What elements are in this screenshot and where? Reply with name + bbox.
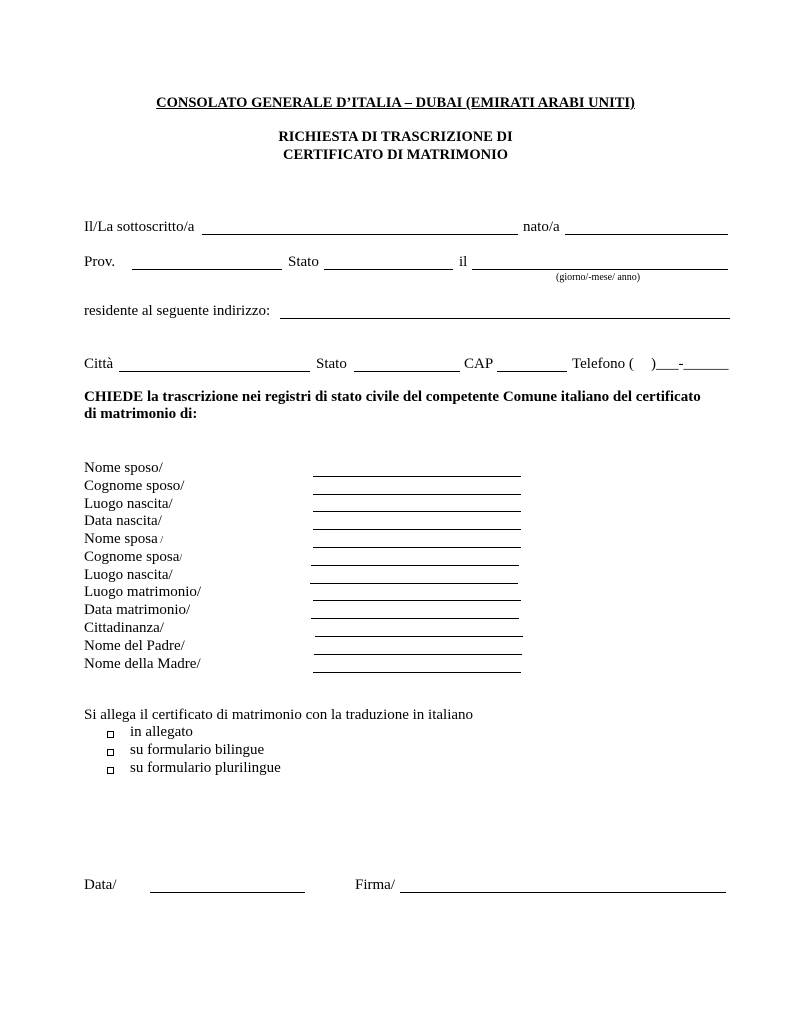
date-format-hint: (giorno/-mese/ anno) [556,272,641,283]
province-field[interactable] [132,268,282,270]
residence-state-field[interactable] [354,370,460,372]
request-text-line1 [84,389,701,406]
field-cittadinanza-input[interactable] [315,635,523,637]
phone-label: Telefono ( [572,356,634,372]
field-nome-sposa-suffix: / [157,535,164,546]
state-label: Stato [288,254,319,270]
field-luogo-nascita-sposa-input[interactable] [310,582,518,584]
field-data-matrimonio-input[interactable] [311,617,519,619]
field-luogo-nascita-sposo-label: Luogo nascita/ [84,496,173,512]
city-label: Città [84,356,114,372]
field-luogo-nascita-sposo-input[interactable] [313,510,521,512]
born-label: nato/a [523,219,560,235]
field-luogo-matrimonio-label: Luogo matrimonio/ [84,584,202,600]
birthplace-field[interactable] [565,233,728,235]
phone-field[interactable]: )___-______ [651,356,729,372]
state-field[interactable] [324,268,453,270]
field-data-nascita-sposo-input[interactable] [313,528,521,530]
residence-address-field[interactable] [280,317,730,319]
form-title-line2: CERTIFICATO DI MATRIMONIO [282,147,509,163]
chiede-keyword: CHIEDE [84,389,144,405]
checkbox-in-allegato[interactable] [107,731,114,738]
form-title-line1: RICHIESTA DI TRASCRIZIONE DI [278,129,513,145]
undersigned-label: Il/La sottoscritto/a [84,219,195,235]
field-luogo-nascita-sposa-label: Luogo nascita/ [84,567,173,583]
field-nome-sposa-label [84,531,163,548]
option-in-allegato: in allegato [130,724,193,740]
field-cognome-sposa-text: Cognome sposa [84,549,180,565]
date-label: Data/ [84,877,117,893]
field-nome-madre-input[interactable] [313,671,521,673]
field-cognome-sposa-label [84,549,182,566]
request-text-1: la trascrizione nei registri di stato civile del competente Comune italiano del certificato [143,389,701,405]
request-text-line2: di matrimonio di: [84,406,198,422]
option-plurilingue: su formulario plurilingue [130,760,281,776]
field-cognome-sposa-suffix: / [179,553,183,564]
checkbox-plurilingue[interactable] [107,767,114,774]
field-nome-padre-label: Nome del Padre/ [84,638,185,654]
city-field[interactable] [119,370,310,372]
consulate-heading: CONSOLATO GENERALE D’ITALIA – DUBAI (EMIRATI ARABI UNITI) [156,95,635,111]
attachment-intro: Si allega il certificato di matrimonio con la traduzione in italiano [84,707,474,723]
birthdate-field[interactable] [472,268,728,270]
residence-state-label: Stato [316,356,347,372]
field-nome-sposo-input[interactable] [313,475,521,477]
field-nome-madre-label: Nome della Madre/ [84,656,201,672]
cap-label: CAP [464,356,494,372]
field-data-nascita-sposo-label: Data nascita/ [84,513,162,529]
field-nome-padre-input[interactable] [314,653,522,655]
field-nome-sposa-input[interactable] [313,546,521,548]
field-nome-sposa-text: Nome sposa [84,531,158,547]
field-luogo-matrimonio-input[interactable] [313,599,521,601]
signature-label: Firma/ [355,877,395,893]
signature-field[interactable] [400,891,726,893]
field-cognome-sposa-input[interactable] [311,564,519,566]
field-nome-sposo-label: Nome sposo/ [84,460,163,476]
field-data-matrimonio-label: Data matrimonio/ [84,602,191,618]
undersigned-name-field[interactable] [202,233,518,235]
field-cognome-sposo-input[interactable] [313,493,521,495]
cap-field[interactable] [497,370,567,372]
checkbox-bilingue[interactable] [107,749,114,756]
birthdate-label: il [459,254,468,270]
date-field[interactable] [150,891,305,893]
field-cittadinanza-label: Cittadinanza/ [84,620,164,636]
residence-label: residente al seguente indirizzo: [84,303,271,319]
field-cognome-sposo-label: Cognome sposo/ [84,478,185,494]
option-bilingue: su formulario bilingue [130,742,265,758]
prov-label: Prov. [84,254,116,270]
